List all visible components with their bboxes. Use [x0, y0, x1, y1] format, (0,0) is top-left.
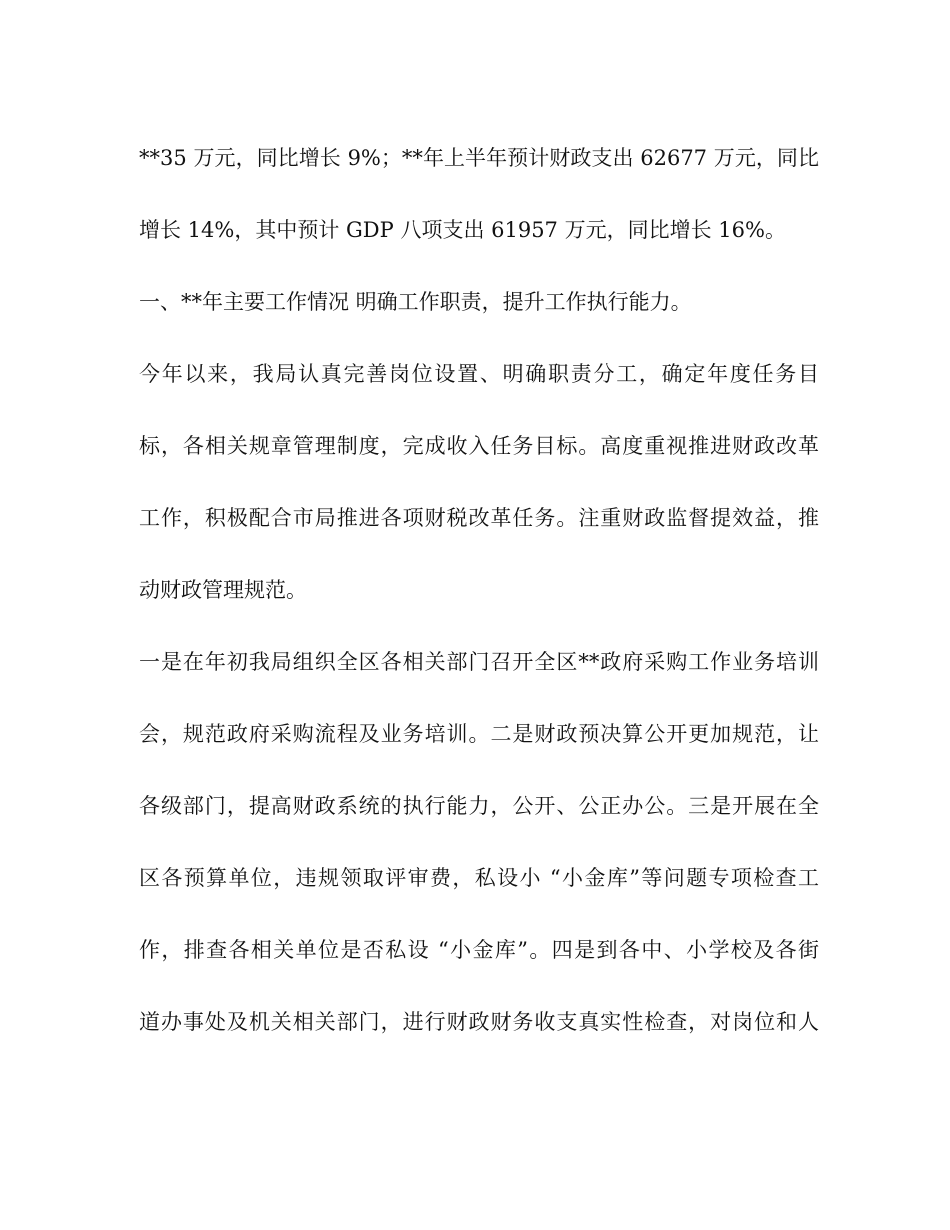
section-heading: 一、**年主要工作情况 明确工作职责，提升工作执行能力。: [139, 290, 692, 314]
text-line: **35 万元，同比增长 9%；**年上半年预计财政支出 62677 万元，同比: [139, 146, 819, 170]
text-line: 各级部门，提高财政系统的执行能力，公开、公正办公。三是开展在全: [139, 794, 819, 818]
text-line: 今年以来，我局认真完善岗位设置、明确职责分工，确定年度任务目: [139, 362, 819, 386]
text-line: 标，各相关规章管理制度，完成收入任务目标。高度重视推进财政改革: [139, 434, 819, 458]
text-line: 会，规范政府采购流程及业务培训。二是财政预决算公开更加规范，让: [139, 722, 819, 746]
document-body: [139, 138, 819, 1074]
text-line: 一是在年初我局组织全区各相关部门召开全区**政府采购工作业务培训: [139, 650, 819, 674]
text-line: 道办事处及机关相关部门，进行财政财务收支真实性检查，对岗位和人: [139, 1010, 819, 1034]
text-line: 区各预算单位，违规领取评审费，私设小 “小金库”等问题专项检查工: [139, 866, 819, 890]
text-line: 工作，积极配合市局推进各项财税改革任务。注重财政监督提效益，推: [139, 506, 819, 530]
text-line: 动财政管理规范。: [139, 578, 307, 602]
text-line: 作，排查各相关单位是否私设 “小金库”。四是到各中、小学校及各街: [139, 938, 819, 962]
text-line: 增长 14%，其中预计 GDP 八项支出 61957 万元，同比增长 16%。: [139, 218, 786, 242]
